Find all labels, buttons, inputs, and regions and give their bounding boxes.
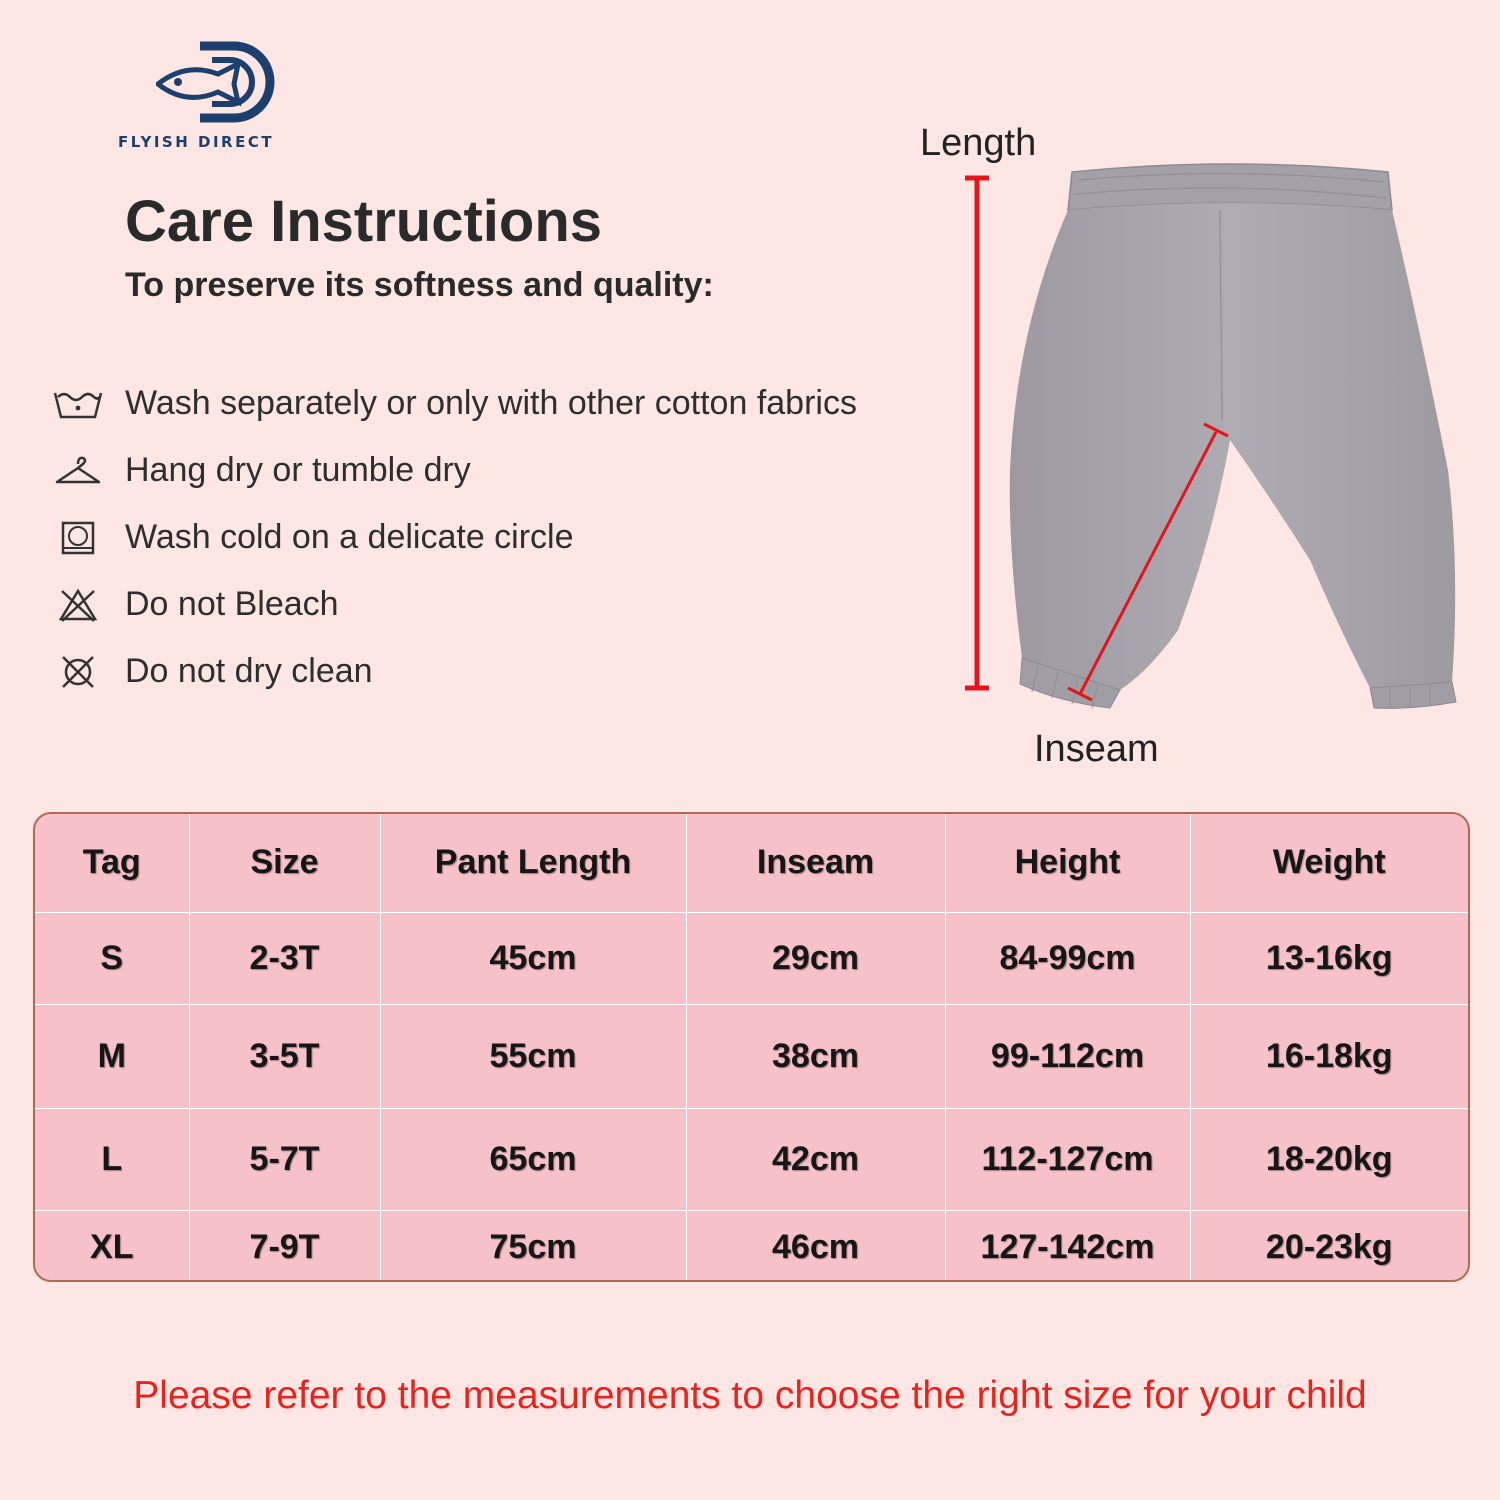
table-cell: 16-18kg bbox=[1190, 1004, 1468, 1108]
table-cell: 38cm bbox=[686, 1004, 945, 1108]
table-cell: 20-23kg bbox=[1190, 1210, 1468, 1282]
table-cell: S bbox=[35, 912, 189, 1004]
table-cell: 127-142cm bbox=[945, 1210, 1190, 1282]
inseam-label: Inseam bbox=[1034, 728, 1159, 770]
table-cell: 2-3T bbox=[189, 912, 380, 1004]
tumble-dry-icon bbox=[50, 518, 106, 558]
table-cell: 99-112cm bbox=[945, 1004, 1190, 1108]
table-cell: 7-9T bbox=[189, 1210, 380, 1282]
pants-body bbox=[1010, 203, 1455, 690]
header-size: Size bbox=[189, 814, 380, 912]
no-dry-clean-icon bbox=[50, 652, 106, 692]
table-cell: 46cm bbox=[686, 1210, 945, 1282]
table-cell: 42cm bbox=[686, 1108, 945, 1210]
table-cell: 3-5T bbox=[189, 1004, 380, 1108]
table-row bbox=[35, 1004, 1468, 1108]
table-cell: 75cm bbox=[380, 1210, 686, 1282]
table-cell: 18-20kg bbox=[1190, 1108, 1468, 1210]
care-item-text: Do not Bleach bbox=[125, 585, 339, 623]
table-row bbox=[35, 1210, 1468, 1282]
footer-note: Please refer to the measurements to choose the right size for your child bbox=[133, 1374, 1367, 1417]
table-header-row bbox=[35, 814, 1468, 912]
table-cell: 112-127cm bbox=[945, 1108, 1190, 1210]
care-list bbox=[50, 370, 950, 705]
table-row bbox=[35, 912, 1468, 1004]
brand-name: FLYISH DIRECT bbox=[118, 133, 275, 151]
care-item-bleach bbox=[50, 571, 950, 638]
care-subtitle: To preserve its softness and quality: bbox=[125, 266, 714, 304]
table-cell: 5-7T bbox=[189, 1108, 380, 1210]
care-item-cold bbox=[50, 504, 950, 571]
care-item-text: Hang dry or tumble dry bbox=[125, 451, 471, 489]
header-pant-length: Pant Length bbox=[380, 814, 686, 912]
length-label: Length bbox=[920, 122, 1037, 164]
length-measure-line bbox=[965, 178, 989, 688]
fish-logo-icon bbox=[156, 40, 276, 132]
table-cell: 29cm bbox=[686, 912, 945, 1004]
header-height: Height bbox=[945, 814, 1190, 912]
care-item-hang bbox=[50, 437, 950, 504]
table-cell: L bbox=[35, 1108, 189, 1210]
care-item-text: Wash separately or only with other cotton fabrics bbox=[125, 384, 857, 422]
no-bleach-icon bbox=[50, 585, 106, 625]
care-item-text: Wash cold on a delicate circle bbox=[125, 518, 574, 556]
table-cell: 65cm bbox=[380, 1108, 686, 1210]
table-row bbox=[35, 1108, 1468, 1210]
table-cell: 55cm bbox=[380, 1004, 686, 1108]
table-cell: M bbox=[35, 1004, 189, 1108]
hanger-icon bbox=[50, 451, 106, 491]
header-tag: Tag bbox=[35, 814, 189, 912]
table-cell: XL bbox=[35, 1210, 189, 1282]
table-cell: 45cm bbox=[380, 912, 686, 1004]
brand-logo bbox=[118, 40, 318, 155]
pants-illustration bbox=[900, 110, 1500, 730]
header-inseam: Inseam bbox=[686, 814, 945, 912]
care-item-dryclean bbox=[50, 638, 950, 705]
care-title: Care Instructions bbox=[125, 189, 602, 254]
size-chart-table bbox=[33, 812, 1470, 1282]
table-cell: 13-16kg bbox=[1190, 912, 1468, 1004]
wash-tub-icon bbox=[50, 384, 106, 424]
table-cell: 84-99cm bbox=[945, 912, 1190, 1004]
pants-figure bbox=[900, 110, 1500, 790]
care-item-wash bbox=[50, 370, 950, 437]
header-weight: Weight bbox=[1190, 814, 1468, 912]
care-item-text: Do not dry clean bbox=[125, 652, 373, 690]
